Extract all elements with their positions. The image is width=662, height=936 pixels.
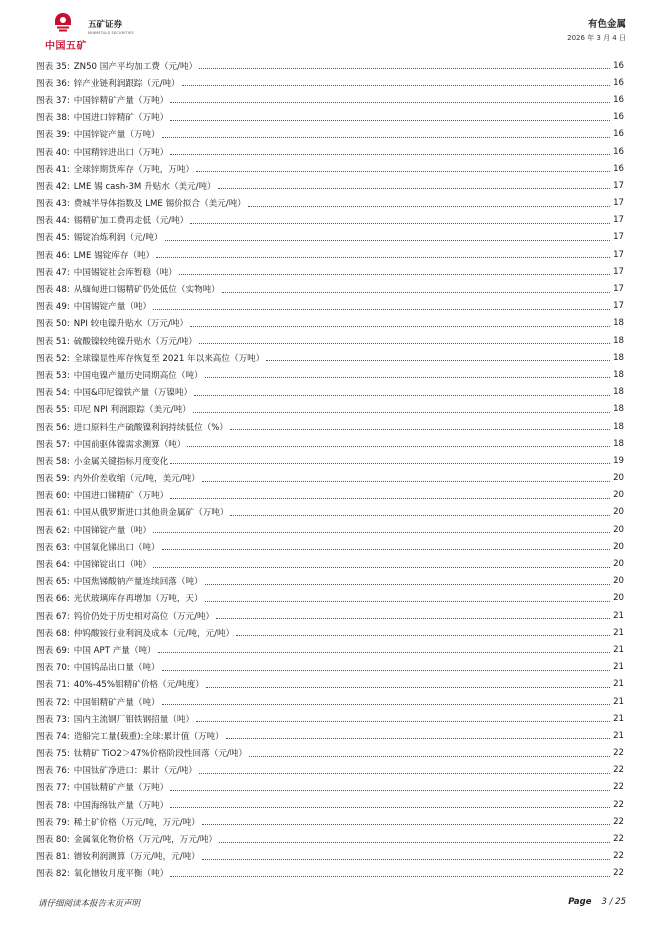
- figure-page-number: 22: [613, 748, 624, 759]
- figure-page-number: 21: [613, 730, 624, 741]
- toc-entry[interactable]: [36, 160, 624, 177]
- toc-entry[interactable]: [36, 435, 624, 452]
- figure-title: 中国进口锌精矿（万吨）: [73, 113, 169, 124]
- figure-label: 图表 77:: [36, 783, 70, 794]
- figure-title: 中国进口锑精矿（万吨）: [73, 491, 169, 502]
- page-count: 3 / 25: [601, 897, 626, 907]
- figure-title: 中国&印尼镍铁产量（万镍吨）: [73, 388, 193, 399]
- toc-entry[interactable]: [36, 624, 624, 641]
- dot-leader: [179, 274, 610, 275]
- figure-page-number: 21: [613, 696, 624, 707]
- figure-label: 图表 82:: [36, 869, 70, 880]
- figure-title: 中国精锌进出口（万吨）: [73, 147, 169, 158]
- figure-title: 中国 APT 产量（吨）: [73, 645, 156, 656]
- page-footer: [0, 892, 662, 916]
- toc-entry[interactable]: [36, 298, 624, 315]
- figure-page-number: 18: [613, 438, 624, 449]
- dot-leader: [199, 343, 610, 344]
- figure-title: 印尼 NPI 利润跟踪（美元/吨）: [73, 405, 191, 416]
- figure-title: 硫酸镍较纯镍升贴水（万元/吨）: [73, 336, 197, 347]
- figure-page-number: 20: [613, 541, 624, 552]
- figure-title: 中国锡锭产量（吨）: [73, 302, 152, 313]
- dot-leader: [202, 481, 610, 482]
- dot-leader: [170, 463, 610, 464]
- figure-title: 中国锑锭出口（吨）: [73, 560, 152, 571]
- toc-entry[interactable]: [36, 865, 624, 882]
- toc-entry[interactable]: [36, 470, 624, 487]
- toc-entry[interactable]: [36, 745, 624, 762]
- toc-entry[interactable]: [36, 693, 624, 710]
- figure-title: 中国焦锑酸钠产量连续回落（吨）: [73, 577, 203, 588]
- figure-title: 40%-45%钼精矿价格（元/吨度）: [73, 680, 204, 691]
- figure-label: 图表 46:: [36, 250, 70, 261]
- figure-page-number: 16: [613, 129, 624, 140]
- toc-entry[interactable]: [36, 263, 624, 280]
- dot-leader: [266, 360, 610, 361]
- figure-page-number: 16: [613, 94, 624, 105]
- figure-page-number: 20: [613, 490, 624, 501]
- figure-label: 图表 64:: [36, 560, 70, 571]
- figure-title: 中国钨品出口量（吨）: [73, 663, 160, 674]
- figure-label: 图表 74:: [36, 731, 70, 742]
- figure-page-number: 21: [613, 662, 624, 673]
- figure-label: 图表 79:: [36, 817, 70, 828]
- toc-entry[interactable]: [36, 727, 624, 744]
- figure-title: 中国锑锭产量（吨）: [73, 525, 152, 536]
- figure-label: 图表 81:: [36, 852, 70, 863]
- figure-label: 图表 52:: [36, 353, 70, 364]
- figure-label: 图表 75:: [36, 749, 70, 760]
- toc-entry[interactable]: [36, 487, 624, 504]
- figure-title: 进口原料生产硫酸镍利润持续低位（%）: [73, 422, 229, 433]
- figure-page-number: 22: [613, 765, 624, 776]
- toc-entry[interactable]: [36, 521, 624, 538]
- toc-entry[interactable]: [36, 607, 624, 624]
- figure-label: 图表 39:: [36, 130, 70, 141]
- figure-label: 图表 58:: [36, 456, 70, 467]
- figure-label: 图表 44:: [36, 216, 70, 227]
- figure-page-number: 16: [613, 146, 624, 157]
- figure-label: 图表 70:: [36, 663, 70, 674]
- figure-label: 图表 67:: [36, 611, 70, 622]
- dot-leader: [158, 652, 610, 653]
- figure-label: 图表 54:: [36, 388, 70, 399]
- figure-label: 图表 40:: [36, 147, 70, 158]
- dot-leader: [194, 395, 610, 396]
- figure-title: ZN50 国产平均加工费（元/吨）: [73, 61, 198, 72]
- figure-title: 中国钼精矿产量（吨）: [73, 697, 160, 708]
- dot-leader: [219, 842, 610, 843]
- toc-entry[interactable]: [36, 796, 624, 813]
- figure-label: 图表 42:: [36, 181, 70, 192]
- toc-entry[interactable]: [36, 74, 624, 91]
- toc-entry[interactable]: [36, 212, 624, 229]
- figure-label: 图表 41:: [36, 164, 70, 175]
- figure-title: LME 锡 cash-3M 升贴水（美元/吨）: [73, 181, 216, 192]
- figure-page-number: 18: [613, 421, 624, 432]
- figure-page-number: 16: [613, 60, 624, 71]
- page-word: Page: [568, 897, 592, 907]
- figure-page-number: 16: [613, 77, 624, 88]
- figure-title: 中国氧化锑出口（吨）: [73, 542, 160, 553]
- dot-leader: [170, 120, 610, 121]
- figure-label: 图表 60:: [36, 491, 70, 502]
- dot-leader: [187, 446, 610, 447]
- figure-page-number: 22: [613, 799, 624, 810]
- figure-title: 锡锭冶炼利润（元/吨）: [73, 233, 163, 244]
- toc-entry[interactable]: [36, 401, 624, 418]
- figure-title: LME 锡锭库存（吨）: [73, 250, 155, 261]
- figure-page-number: 16: [613, 163, 624, 174]
- figure-title: 金属氧化物价格（万元/吨，万元/吨）: [73, 835, 218, 846]
- toc-entry[interactable]: [36, 641, 624, 658]
- figure-label: 图表 76:: [36, 766, 70, 777]
- figure-page-number: 18: [613, 404, 624, 415]
- toc-entry[interactable]: [36, 143, 624, 160]
- figure-label: 图表 57:: [36, 439, 70, 450]
- brand-subtitle: MINMETALS SECURITIES: [88, 31, 134, 35]
- figure-title: 氧化镨钕月度平衡（吨）: [73, 869, 169, 880]
- toc-entry[interactable]: [36, 332, 624, 349]
- figure-page-number: 18: [613, 387, 624, 398]
- figure-title: 中国从俄罗斯进口其他贵金属矿（万吨）: [73, 508, 229, 519]
- dot-leader: [216, 618, 610, 619]
- dot-leader: [162, 704, 610, 705]
- figure-label: 图表 68:: [36, 628, 70, 639]
- toc-entry[interactable]: [36, 195, 624, 212]
- figure-title: 从缅甸进口锡精矿仍处低位（实物吨）: [73, 285, 220, 296]
- dot-leader: [190, 223, 610, 224]
- figure-page-number: 16: [613, 112, 624, 123]
- figure-label: 图表 63:: [36, 542, 70, 553]
- toc-entry[interactable]: [36, 676, 624, 693]
- dot-leader: [218, 188, 610, 189]
- figure-page-number: 22: [613, 816, 624, 827]
- dot-leader: [170, 102, 610, 103]
- toc-entry[interactable]: [36, 418, 624, 435]
- figure-label: 图表 53:: [36, 370, 70, 381]
- dot-leader: [162, 670, 610, 671]
- figure-page-number: 18: [613, 369, 624, 380]
- figure-label: 图表 49:: [36, 302, 70, 313]
- dot-leader: [205, 584, 610, 585]
- figure-label: 图表 43:: [36, 199, 70, 210]
- figure-page-number: 20: [613, 507, 624, 518]
- dot-leader: [156, 257, 610, 258]
- toc-entry[interactable]: [36, 91, 624, 108]
- toc-entry[interactable]: [36, 813, 624, 830]
- figure-page-number: 21: [613, 627, 624, 638]
- dot-leader: [230, 429, 610, 430]
- figure-page-number: 20: [613, 473, 624, 484]
- figure-label: 图表 50:: [36, 319, 70, 330]
- toc-entry[interactable]: [36, 384, 624, 401]
- figure-title: 光伏玻璃库存再增加（万吨，天）: [73, 594, 203, 605]
- brand-block: [88, 18, 134, 35]
- figure-title: 镨钕利润测算（万元/吨，元/吨）: [73, 852, 200, 863]
- figure-title: 中国海绵钛产量（万吨）: [73, 800, 169, 811]
- dot-leader: [206, 687, 610, 688]
- figure-label: 图表 35:: [36, 61, 70, 72]
- toc-entry[interactable]: [36, 126, 624, 143]
- toc-entry[interactable]: [36, 504, 624, 521]
- toc-entry[interactable]: [36, 229, 624, 246]
- figure-title: 内外价差收缩（元/吨，美元/吨）: [73, 474, 200, 485]
- dot-leader: [222, 292, 610, 293]
- logo-text: 中国五矿: [45, 41, 87, 52]
- figure-label: 图表 66:: [36, 594, 70, 605]
- figure-label: 图表 78:: [36, 800, 70, 811]
- figure-title: 锌产业链利润跟踪（元/吨）: [73, 78, 180, 89]
- dot-leader: [153, 532, 610, 533]
- toc-entry[interactable]: [36, 830, 624, 847]
- toc-entry[interactable]: [36, 57, 624, 74]
- toc-entry[interactable]: [36, 779, 624, 796]
- dot-leader: [196, 171, 610, 172]
- figure-label: 图表 69:: [36, 645, 70, 656]
- figure-page-number: 21: [613, 679, 624, 690]
- toc-entry[interactable]: [36, 177, 624, 194]
- toc-entry[interactable]: [36, 848, 624, 865]
- dot-leader: [170, 790, 610, 791]
- figure-page-number: 17: [613, 215, 624, 226]
- figure-page-number: 18: [613, 335, 624, 346]
- figure-page-number: 21: [613, 610, 624, 621]
- dot-leader: [205, 601, 610, 602]
- dot-leader: [170, 807, 610, 808]
- figure-page-number: 20: [613, 593, 624, 604]
- toc-entry[interactable]: [36, 659, 624, 676]
- toc-entry[interactable]: [36, 280, 624, 297]
- figure-page-number: 22: [613, 782, 624, 793]
- report-date: 2026 年 3 月 4 日: [567, 34, 626, 42]
- toc-entry[interactable]: [36, 555, 624, 572]
- toc-entry[interactable]: [36, 452, 624, 469]
- dot-leader: [196, 721, 610, 722]
- figure-page-number: 20: [613, 524, 624, 535]
- dot-leader: [165, 240, 610, 241]
- toc-entry[interactable]: [36, 246, 624, 263]
- toc-entry[interactable]: [36, 590, 624, 607]
- dot-leader: [190, 326, 610, 327]
- dot-leader: [236, 635, 610, 636]
- brand-name: 五矿证券: [88, 20, 123, 30]
- toc-entry[interactable]: [36, 349, 624, 366]
- toc-entry[interactable]: [36, 315, 624, 332]
- figure-page-number: 17: [613, 266, 624, 277]
- figure-title: 钨价仍处于历史相对高位（万元/吨）: [73, 611, 215, 622]
- section-title: 有色金属: [587, 19, 626, 30]
- figure-page-number: 17: [613, 198, 624, 209]
- figure-label: 图表 56:: [36, 422, 70, 433]
- dot-leader: [162, 549, 610, 550]
- figure-title: 国内主流钢厂钼铁钢招量（吨）: [73, 714, 195, 725]
- disclaimer-text: 请仔细阅读本报告末页声明: [38, 899, 141, 909]
- figure-page-number: 21: [613, 644, 624, 655]
- figure-title: 造船完工量(载重):全球:累计值（万吨）: [73, 731, 224, 742]
- dot-leader: [202, 859, 610, 860]
- dot-leader: [193, 412, 610, 413]
- figure-title: 中国前驱体镍需求测算（吨）: [73, 439, 186, 450]
- toc-entry[interactable]: [36, 109, 624, 126]
- dot-leader: [199, 68, 610, 69]
- figure-label: 图表 48:: [36, 285, 70, 296]
- figure-title: 中国电镍产量历史同期高位（吨）: [73, 370, 203, 381]
- toc-entry[interactable]: [36, 573, 624, 590]
- figure-page-number: 19: [613, 455, 624, 466]
- figure-label: 图表 59:: [36, 474, 70, 485]
- dot-leader: [170, 876, 610, 877]
- figure-title: 全球锌期货库存（万吨，万吨）: [73, 164, 195, 175]
- figure-label: 图表 61:: [36, 508, 70, 519]
- toc-entry[interactable]: [36, 366, 624, 383]
- figure-label: 图表 38:: [36, 113, 70, 124]
- figure-title: 费城半导体指数及 LME 锡价拟合（美元/吨）: [73, 199, 246, 210]
- page-number: [568, 897, 626, 907]
- dot-leader: [199, 773, 610, 774]
- figure-page-number: 22: [613, 851, 624, 862]
- dot-leader: [205, 377, 610, 378]
- figure-label: 图表 71:: [36, 680, 70, 691]
- dot-leader: [153, 567, 610, 568]
- figure-label: 图表 36:: [36, 78, 70, 89]
- figure-label: 图表 65:: [36, 577, 70, 588]
- figure-title: 小金属关键指标月度变化: [73, 456, 169, 467]
- toc-entry[interactable]: [36, 538, 624, 555]
- dot-leader: [230, 515, 610, 516]
- dot-leader: [153, 309, 610, 310]
- figure-label: 图表 73:: [36, 714, 70, 725]
- figure-page-number: 17: [613, 232, 624, 243]
- figure-title: 全球镍显性库存恢复至 2021 年以来高位（万吨）: [73, 353, 265, 364]
- figure-title: 中国锡锭社会库暂稳（吨）: [73, 267, 177, 278]
- figure-title: 中国锌精矿产量（万吨）: [73, 95, 169, 106]
- figure-label: 图表 80:: [36, 835, 70, 846]
- figure-title: 稀土矿价格（万元/吨，万元/吨）: [73, 817, 200, 828]
- dot-leader: [249, 756, 610, 757]
- figure-title: 仲钨酸铵行业利润及成本（元/吨，元/吨）: [73, 628, 235, 639]
- figure-page-number: 17: [613, 301, 624, 312]
- figure-title: 中国钛矿净进口：累计（元/吨）: [73, 766, 197, 777]
- figure-label: 图表 51:: [36, 336, 70, 347]
- dot-leader: [162, 137, 610, 138]
- figure-title: 中国钛精矿产量（万吨）: [73, 783, 169, 794]
- page-header: [0, 0, 662, 58]
- figure-label: 图表 45:: [36, 233, 70, 244]
- dot-leader: [248, 206, 610, 207]
- figure-page-number: 17: [613, 180, 624, 191]
- figure-page-number: 20: [613, 576, 624, 587]
- figure-label: 图表 62:: [36, 525, 70, 536]
- figure-label: 图表 55:: [36, 405, 70, 416]
- company-logo: [40, 12, 190, 52]
- dot-leader: [226, 738, 610, 739]
- figure-label: 图表 72:: [36, 697, 70, 708]
- figure-page-number: 22: [613, 834, 624, 845]
- figure-title: NPI 较电镍升贴水（万元/吨）: [73, 319, 189, 330]
- figure-index-list: [36, 57, 624, 882]
- dot-leader: [182, 85, 610, 86]
- toc-entry[interactable]: [36, 710, 624, 727]
- figure-page-number: 18: [613, 318, 624, 329]
- figure-page-number: 21: [613, 713, 624, 724]
- figure-label: 图表 47:: [36, 267, 70, 278]
- figure-title: 钛精矿 TiO2＞47%价格阶段性回落（元/吨）: [73, 749, 247, 760]
- figure-title: 中国锌锭产量（万吨）: [73, 130, 160, 141]
- minmetals-logo-icon: [54, 12, 72, 34]
- dot-leader: [202, 824, 610, 825]
- figure-page-number: 22: [613, 868, 624, 879]
- toc-entry[interactable]: [36, 762, 624, 779]
- dot-leader: [170, 498, 610, 499]
- figure-title: 锡精矿加工费再走低（元/吨）: [73, 216, 189, 227]
- figure-page-number: 20: [613, 559, 624, 570]
- figure-page-number: 17: [613, 249, 624, 260]
- dot-leader: [170, 154, 610, 155]
- figure-page-number: 18: [613, 352, 624, 363]
- figure-page-number: 17: [613, 284, 624, 295]
- figure-label: 图表 37:: [36, 95, 70, 106]
